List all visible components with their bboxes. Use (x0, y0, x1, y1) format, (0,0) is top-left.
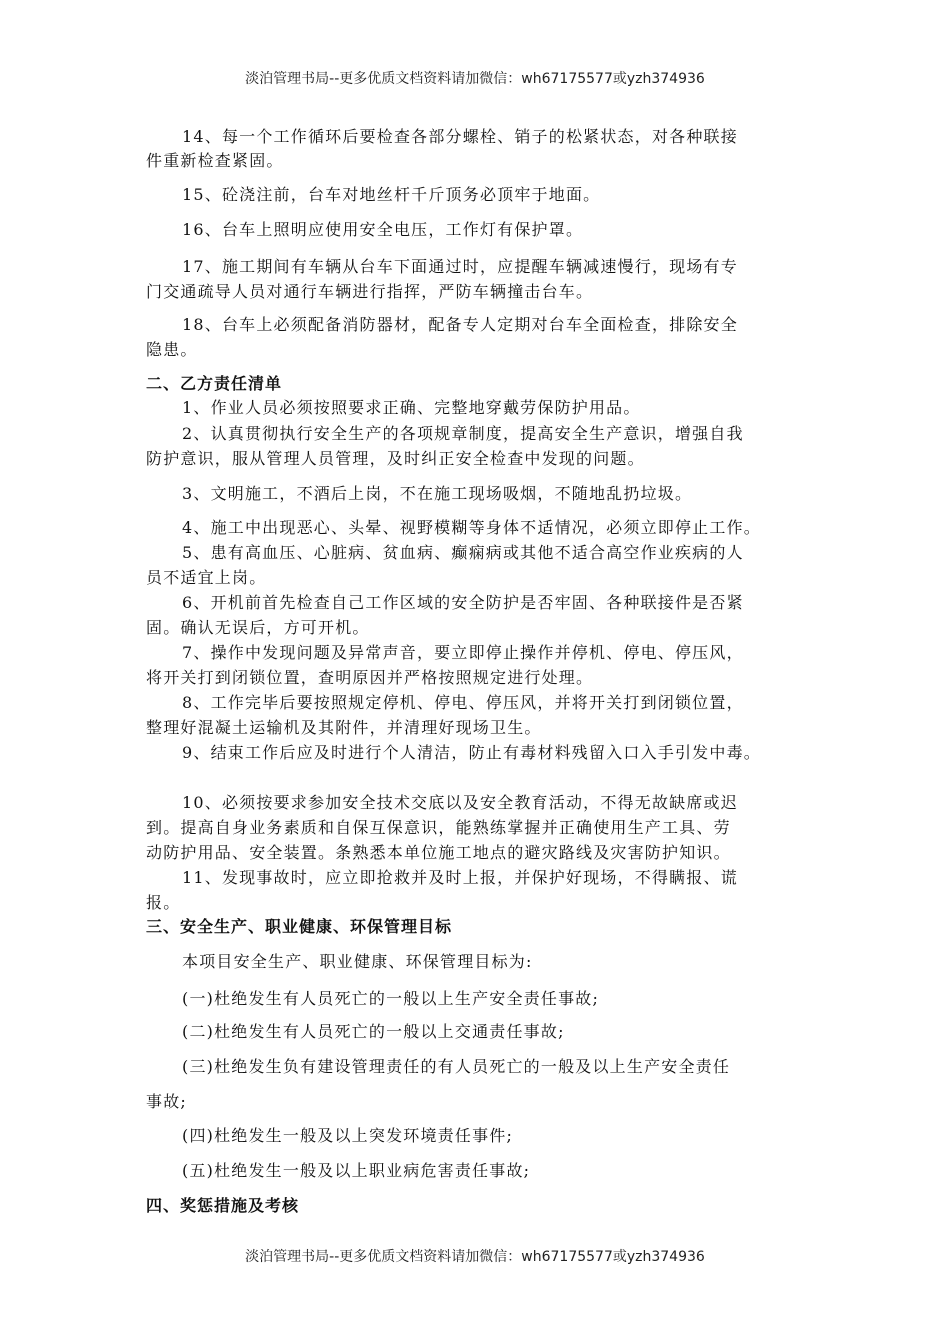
text-line: 动防护用品、安全装置。条熟悉本单位施工地点的避灾路线及灾害防护知识。 (146, 843, 731, 862)
text-line: (四)杜绝发生一般及以上突发环境责任事件; (182, 1126, 514, 1145)
text-line: 隐患。 (146, 340, 198, 359)
page-header: 淡泊管理书局--更多优质文档资料请加微信：wh67175577或yzh374936 (245, 71, 705, 87)
page-footer: 淡泊管理书局--更多优质文档资料请加微信：wh67175577或yzh374936 (245, 1249, 705, 1265)
text-line: 员不适宜上岗。 (146, 568, 267, 587)
text-line: 6、开机前首先检查自己工作区域的安全防护是否牢固、各种联接件是否紧 (182, 593, 744, 612)
text-line: 11、发现事故时，应立即抢救并及时上报，并保护好现场，不得瞒报、谎 (182, 868, 738, 887)
text-line: 18、台车上必须配备消防器材，配备专人定期对台车全面检查，排除安全 (182, 315, 738, 334)
text-line: 事故; (146, 1092, 187, 1111)
text-line: 报。 (146, 893, 181, 912)
text-line: 防护意识，服从管理人员管理，及时纠正安全检查中发现的问题。 (146, 449, 645, 468)
text-line: 门交通疏导人员对通行车辆进行指挥，严防车辆撞击台车。 (146, 282, 594, 301)
text-line: 7、操作中发现问题及异常声音，要立即停止操作并停机、停电、停压风， (182, 643, 744, 662)
text-line: 16、台车上照明应使用安全电压，工作灯有保护罩。 (182, 220, 584, 239)
text-line: 14、每一个工作循环后要检查各部分螺栓、销子的松紧状态，对各种联接 (182, 127, 738, 146)
text-line: 本项目安全生产、职业健康、环保管理目标为: (182, 952, 533, 971)
text-line: 15、砼浇注前，台车对地丝杆千斤顶务必顶牢于地面。 (182, 185, 601, 204)
text-line: 9、结束工作后应及时进行个人清洁，防止有毒材料残留入口入手引发中毒。 (182, 743, 761, 762)
text-line: 4、施工中出现恶心、头晕、视野模糊等身体不适情况，必须立即停止工作。 (182, 518, 761, 537)
text-line: 将开关打到闭锁位置，查明原因并严格按照规定进行处理。 (146, 668, 594, 687)
text-line: 3、文明施工，不酒后上岗，不在施工现场吸烟，不随地乱扔垃圾。 (182, 484, 693, 503)
text-line: 整理好混凝土运输机及其附件，并清理好现场卫生。 (146, 718, 542, 737)
section-heading: 三、安全生产、职业健康、环保管理目标 (146, 917, 453, 936)
text-line: 2、认真贯彻执行安全生产的各项规章制度，提高安全生产意识，增强自我 (182, 424, 744, 443)
text-line: 固。确认无误后，方可开机。 (146, 618, 370, 637)
text-line: (一)杜绝发生有人员死亡的一般以上生产安全责任事故; (182, 989, 600, 1008)
text-line: (二)杜绝发生有人员死亡的一般以上交通责任事故; (182, 1022, 565, 1041)
text-line: 8、工作完毕后要按照规定停机、停电、停压风，并将开关打到闭锁位置， (182, 693, 744, 712)
section-heading: 四、奖惩措施及考核 (146, 1196, 300, 1215)
text-line: 5、患有高血压、心脏病、贫血病、癫痫病或其他不适合高空作业疾病的人 (182, 543, 744, 562)
text-line: 17、施工期间有车辆从台车下面通过时，应提醒车辆减速慢行，现场有专 (182, 257, 738, 276)
text-line: 10、必须按要求参加安全技术交底以及安全教育活动，不得无故缺席或迟 (182, 793, 738, 812)
section-heading: 二、乙方责任清单 (146, 374, 283, 393)
text-line: 到。提高自身业务素质和自保互保意识，能熟练掌握并正确使用生产工具、劳 (146, 818, 731, 837)
text-line: 1、作业人员必须按照要求正确、完整地穿戴劳保防护用品。 (182, 398, 641, 417)
text-line: (五)杜绝发生一般及以上职业病危害责任事故; (182, 1161, 531, 1180)
text-line: 件重新检查紧固。 (146, 151, 284, 170)
text-line: (三)杜绝发生负有建设管理责任的有人员死亡的一般及以上生产安全责任 (182, 1057, 731, 1076)
